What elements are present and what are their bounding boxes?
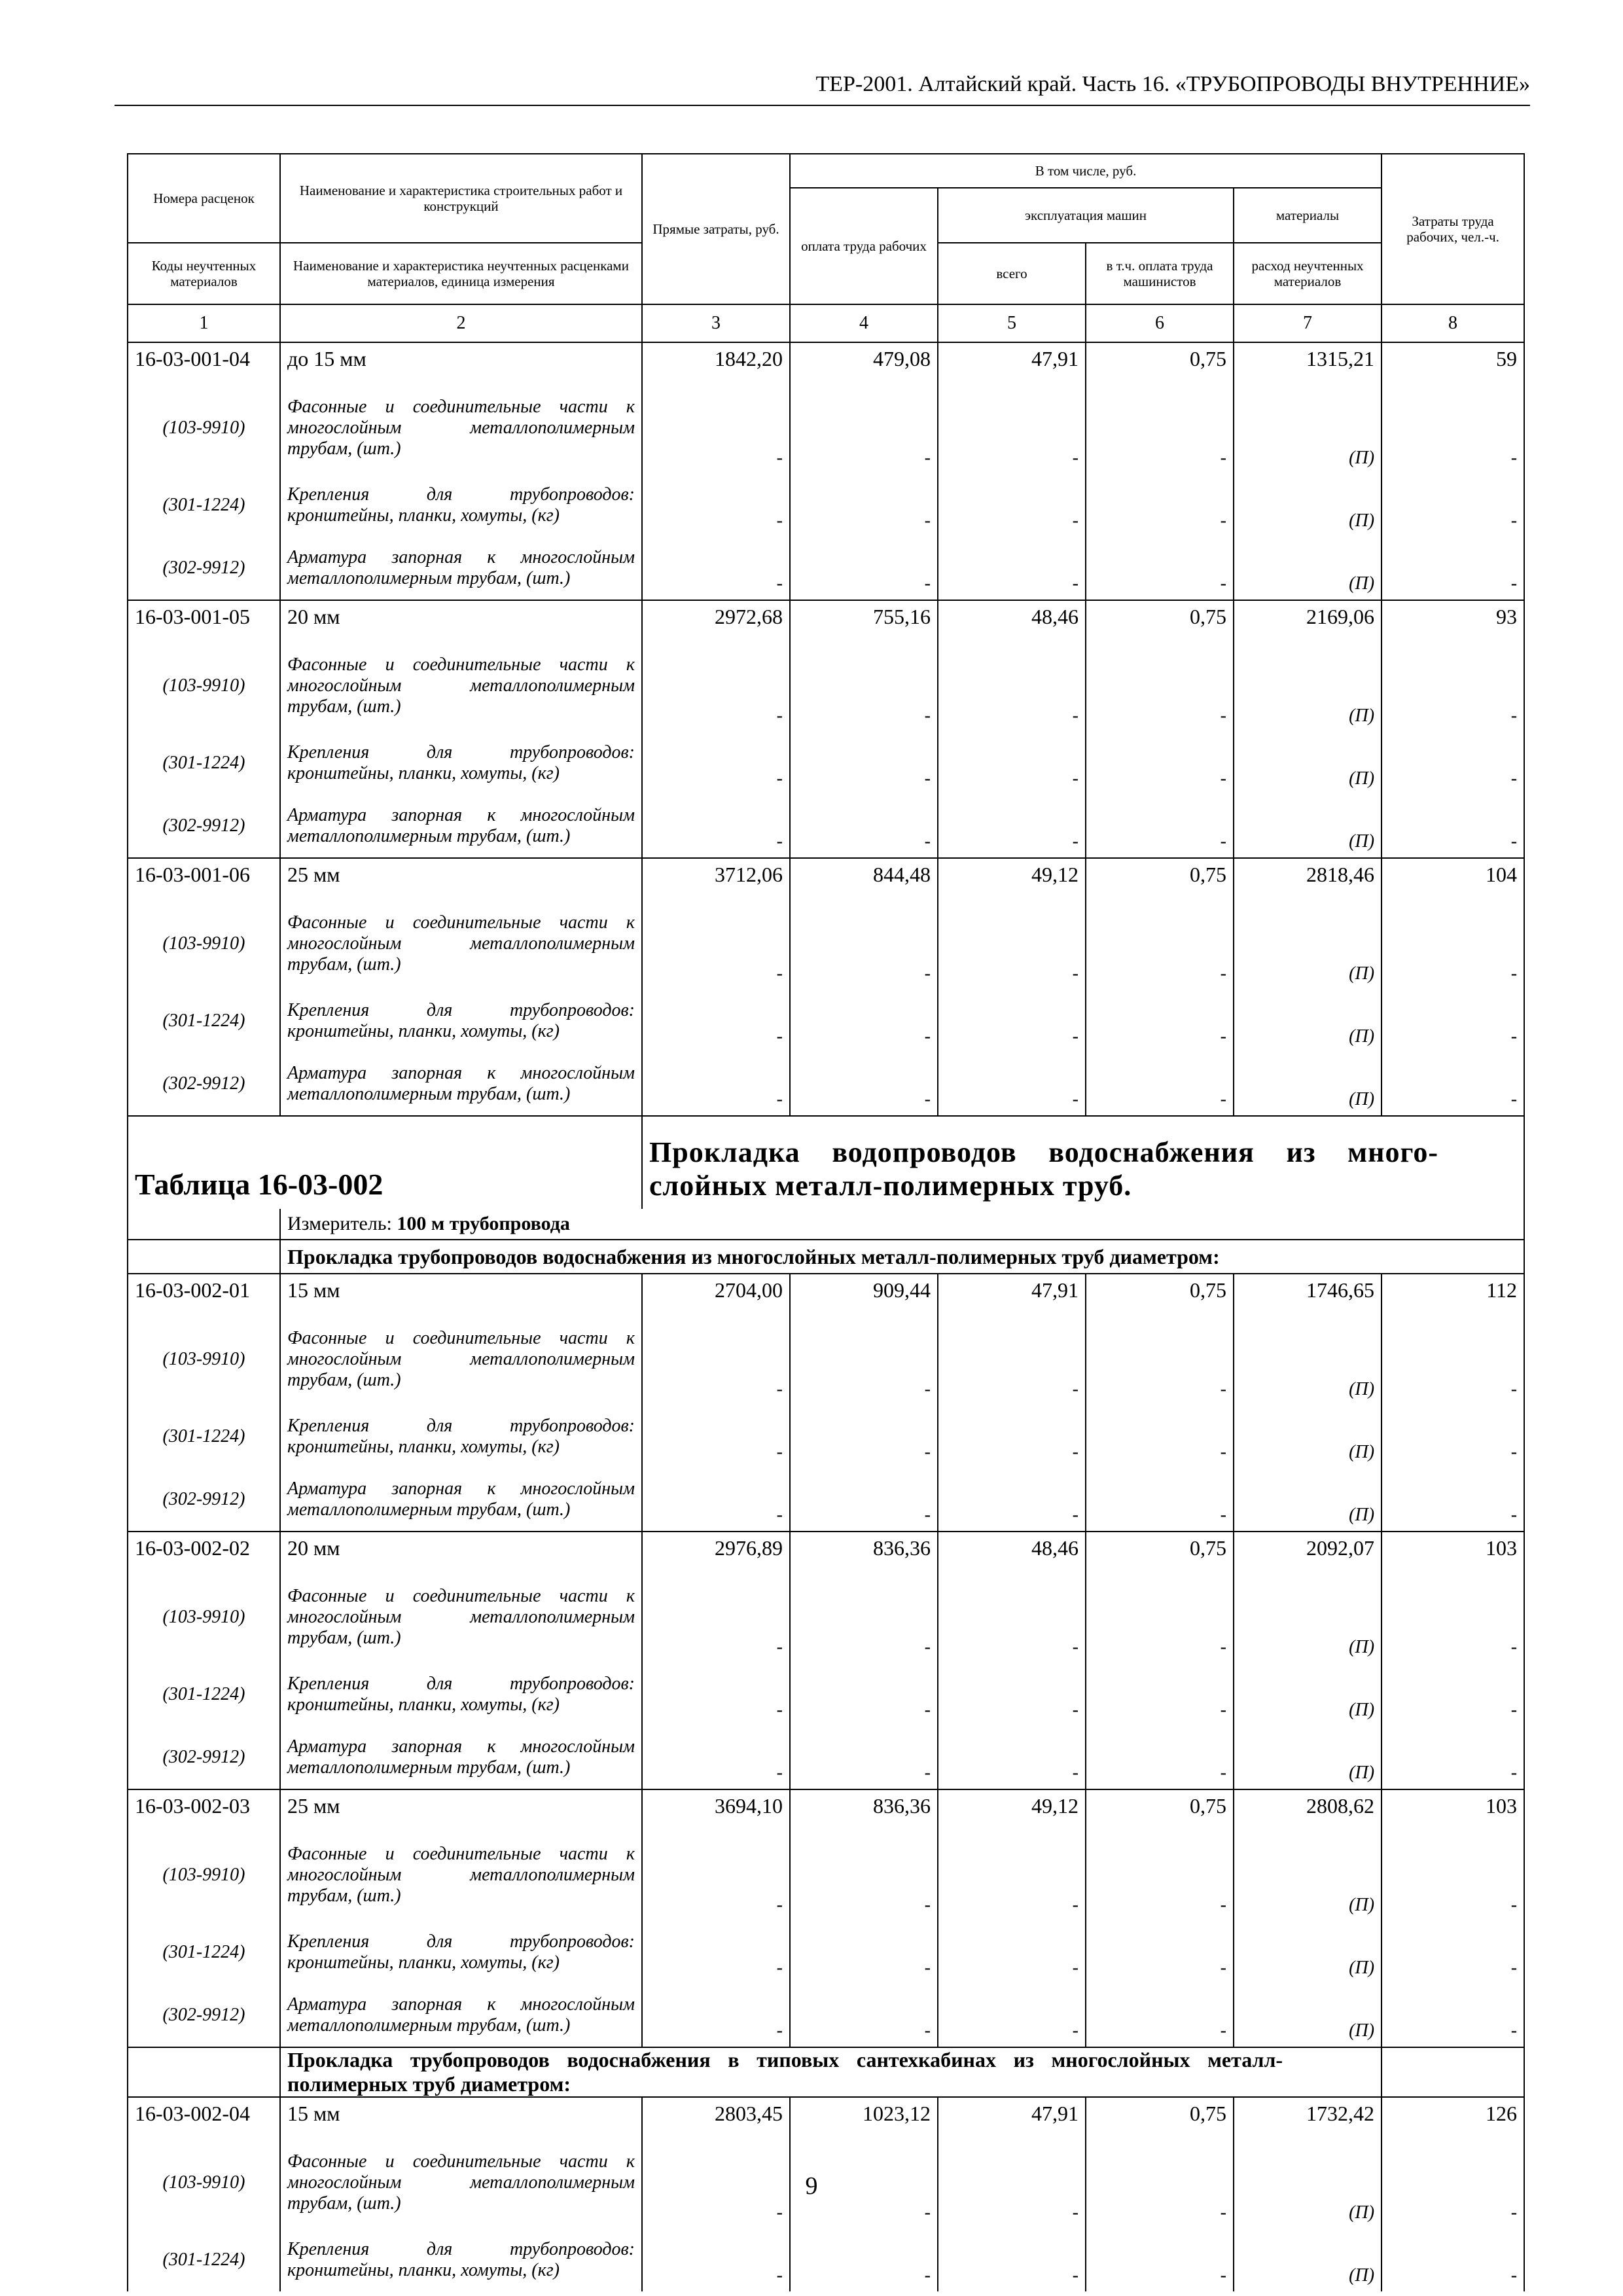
cell-dash: - bbox=[642, 795, 790, 858]
cell-dash: - bbox=[790, 537, 938, 600]
rate-machines-labor: 0,75 bbox=[1086, 342, 1234, 382]
material-code: (103-9910) bbox=[128, 2137, 280, 2229]
rate-code: 16-03-002-01 bbox=[128, 1274, 280, 1314]
rate-name: 15 мм bbox=[280, 2097, 642, 2137]
cell-material-mark: (П) bbox=[1234, 1984, 1382, 2047]
cell-dash: - bbox=[1382, 1052, 1524, 1116]
cell-dash: - bbox=[938, 1052, 1086, 1116]
material-row bbox=[128, 382, 1524, 474]
cell-dash: - bbox=[1382, 537, 1524, 600]
rate-code: 16-03-001-06 bbox=[128, 858, 280, 898]
rate-hours: 93 bbox=[1382, 600, 1524, 640]
head-materials-sub: расход неучтенных материалов bbox=[1234, 243, 1382, 304]
material-name: Крепления для трубопроводов: кронштейны, планки, хомуты, (кг) bbox=[280, 1921, 642, 1984]
rate-materials: 2092,07 bbox=[1234, 1532, 1382, 1571]
cell-dash: - bbox=[1086, 1663, 1234, 1726]
cell-dash: - bbox=[1382, 732, 1524, 795]
material-row bbox=[128, 1052, 1524, 1116]
rate-direct: 2972,68 bbox=[642, 600, 790, 640]
cell-dash: - bbox=[938, 382, 1086, 474]
cell-dash: - bbox=[938, 795, 1086, 858]
material-name: Крепления для трубопроводов: кронштейны, планки, хомуты, (кг) bbox=[280, 1405, 642, 1468]
material-name: Крепления для трубопроводов: кронштейны, планки, хомуты, (кг) bbox=[280, 990, 642, 1052]
cell-dash: - bbox=[790, 990, 938, 1052]
rate-code: 16-03-001-04 bbox=[128, 342, 280, 382]
head-machines: эксплуатация машин bbox=[938, 188, 1234, 243]
material-row bbox=[128, 1984, 1524, 2047]
cell-dash: - bbox=[1086, 795, 1234, 858]
cell-material-mark: (П) bbox=[1234, 990, 1382, 1052]
cell-material-mark: (П) bbox=[1234, 537, 1382, 600]
head-incl: В том числе, руб. bbox=[790, 154, 1382, 188]
cell-dash: - bbox=[1382, 2229, 1524, 2291]
rate-labor: 755,16 bbox=[790, 600, 938, 640]
section-heading: Прокладка трубопроводов водоснабжения в типовых сантехкабинах из многослойных металл-полимерных труб диаметром: bbox=[280, 2047, 1382, 2097]
material-row bbox=[128, 1468, 1524, 1532]
cell-dash: - bbox=[790, 1921, 938, 1984]
cell-dash: - bbox=[1382, 990, 1524, 1052]
rate-name: 15 мм bbox=[280, 1274, 642, 1314]
material-code: (302-9912) bbox=[128, 1052, 280, 1116]
cell-dash: - bbox=[938, 732, 1086, 795]
cell-dash: - bbox=[790, 1829, 938, 1921]
col-num: 3 bbox=[642, 304, 790, 342]
rate-machines-labor: 0,75 bbox=[1086, 600, 1234, 640]
cell-material-mark: (П) bbox=[1234, 1571, 1382, 1663]
rate-hours: 103 bbox=[1382, 1789, 1524, 1829]
material-code: (103-9910) bbox=[128, 640, 280, 732]
material-name: Фасонные и соединительные части к многослойным металлополимерным трубам, (шт.) bbox=[280, 640, 642, 732]
cell-dash: - bbox=[1086, 1726, 1234, 1789]
cell-dash: - bbox=[1086, 382, 1234, 474]
cell-dash: - bbox=[1086, 1405, 1234, 1468]
head-machines-all: всего bbox=[938, 243, 1086, 304]
cell-dash: - bbox=[938, 537, 1086, 600]
cell-material-mark: (П) bbox=[1234, 1405, 1382, 1468]
rate-materials: 2818,46 bbox=[1234, 858, 1382, 898]
cell-dash: - bbox=[938, 1921, 1086, 1984]
head-codes-sub: Коды неучтенных материалов bbox=[128, 243, 280, 304]
material-code: (103-9910) bbox=[128, 1571, 280, 1663]
cell-dash: - bbox=[1086, 1829, 1234, 1921]
material-row bbox=[128, 537, 1524, 600]
material-name: Фасонные и соединительные части к многослойным металлополимерным трубам, (шт.) bbox=[280, 1314, 642, 1405]
cell-dash: - bbox=[1382, 1571, 1524, 1663]
cell-dash: - bbox=[790, 1052, 938, 1116]
cell-dash: - bbox=[642, 898, 790, 990]
material-name: Арматура запорная к многослойным металлополимерным трубам, (шт.) bbox=[280, 795, 642, 858]
cell-dash: - bbox=[938, 1829, 1086, 1921]
cell-dash: - bbox=[1086, 2137, 1234, 2229]
rate-hours: 103 bbox=[1382, 1532, 1524, 1571]
material-row bbox=[128, 1726, 1524, 1789]
cell-dash: - bbox=[1382, 1984, 1524, 2047]
rate-machines: 47,91 bbox=[938, 2097, 1086, 2137]
cell-dash: - bbox=[938, 898, 1086, 990]
rate-machines-labor: 0,75 bbox=[1086, 2097, 1234, 2137]
rate-machines: 48,46 bbox=[938, 1532, 1086, 1571]
material-name: Арматура запорная к многослойным металлополимерным трубам, (шт.) bbox=[280, 1052, 642, 1116]
cell-material-mark: (П) bbox=[1234, 474, 1382, 537]
measure-label: Измеритель: bbox=[287, 1212, 397, 1234]
head-materials: материалы bbox=[1234, 188, 1382, 243]
section-heading-row bbox=[128, 1240, 1524, 1274]
cell-dash: - bbox=[1086, 1921, 1234, 1984]
material-name: Крепления для трубопроводов: кронштейны, планки, хомуты, (кг) bbox=[280, 732, 642, 795]
cell-dash: - bbox=[790, 1726, 938, 1789]
cell-dash: - bbox=[1086, 898, 1234, 990]
material-name: Арматура запорная к многослойным металлополимерным трубам, (шт.) bbox=[280, 537, 642, 600]
rate-machines-labor: 0,75 bbox=[1086, 1532, 1234, 1571]
head-labor: оплата труда рабочих bbox=[790, 188, 938, 304]
material-code: (302-9912) bbox=[128, 537, 280, 600]
material-code: (302-9912) bbox=[128, 795, 280, 858]
head-direct: Прямые затраты, руб. bbox=[642, 154, 790, 304]
rate-hours: 59 bbox=[1382, 342, 1524, 382]
cell-dash: - bbox=[790, 1405, 938, 1468]
col-num: 4 bbox=[790, 304, 938, 342]
cell-material-mark: (П) bbox=[1234, 2137, 1382, 2229]
cell-dash: - bbox=[938, 1571, 1086, 1663]
head-machines-labor: в т.ч. оплата труда машинистов bbox=[1086, 243, 1234, 304]
rate-code: 16-03-001-05 bbox=[128, 600, 280, 640]
material-code: (301-1224) bbox=[128, 990, 280, 1052]
cell-dash: - bbox=[642, 990, 790, 1052]
running-header: ТЕР-2001. Алтайский край. Часть 16. «ТРУБОПРОВОДЫ ВНУТРЕННИЕ» bbox=[815, 72, 1530, 96]
rate-labor: 1023,12 bbox=[790, 2097, 938, 2137]
col-num: 5 bbox=[938, 304, 1086, 342]
cell-dash: - bbox=[1382, 2137, 1524, 2229]
rate-machines-labor: 0,75 bbox=[1086, 1274, 1234, 1314]
col-num: 2 bbox=[280, 304, 642, 342]
material-code: (301-1224) bbox=[128, 2229, 280, 2291]
cell-material-mark: (П) bbox=[1234, 795, 1382, 858]
page-number: 9 bbox=[805, 2172, 818, 2200]
cell-dash: - bbox=[642, 732, 790, 795]
rate-machines: 49,12 bbox=[938, 858, 1086, 898]
cell-dash: - bbox=[1086, 537, 1234, 600]
rate-code: 16-03-002-03 bbox=[128, 1789, 280, 1829]
rate-name: 20 мм bbox=[280, 1532, 642, 1571]
material-name: Арматура запорная к многослойным металлополимерным трубам, (шт.) bbox=[280, 1984, 642, 2047]
section-heading: Прокладка трубопроводов водоснабжения из многослойных металл-полимерных труб диаметром: bbox=[280, 1240, 1524, 1274]
cell-dash: - bbox=[790, 795, 938, 858]
column-numbers bbox=[128, 304, 1524, 342]
head-labor-cost: Затраты труда рабочих, чел.-ч. bbox=[1382, 154, 1524, 304]
cell-dash: - bbox=[790, 1571, 938, 1663]
cell-dash: - bbox=[1382, 898, 1524, 990]
cell-dash: - bbox=[1382, 1468, 1524, 1532]
rate-name: 20 мм bbox=[280, 600, 642, 640]
cell-dash: - bbox=[790, 898, 938, 990]
cell-dash: - bbox=[1382, 1314, 1524, 1405]
material-row bbox=[128, 1663, 1524, 1726]
cell-dash: - bbox=[938, 1726, 1086, 1789]
rate-row bbox=[128, 858, 1524, 898]
rate-machines: 47,91 bbox=[938, 342, 1086, 382]
rate-direct: 1842,20 bbox=[642, 342, 790, 382]
material-row bbox=[128, 1571, 1524, 1663]
material-row bbox=[128, 1314, 1524, 1405]
cell-dash: - bbox=[1086, 1468, 1234, 1532]
material-name: Арматура запорная к многослойным металлополимерным трубам, (шт.) bbox=[280, 1468, 642, 1532]
cell-dash: - bbox=[1086, 1984, 1234, 2047]
col-num: 6 bbox=[1086, 304, 1234, 342]
cell-dash: - bbox=[1382, 795, 1524, 858]
col-num: 8 bbox=[1382, 304, 1524, 342]
col-num: 1 bbox=[128, 304, 280, 342]
rate-name: 25 мм bbox=[280, 858, 642, 898]
cell-dash: - bbox=[790, 640, 938, 732]
cell-dash: - bbox=[1382, 1405, 1524, 1468]
material-code: (301-1224) bbox=[128, 1921, 280, 1984]
cell-dash: - bbox=[1086, 732, 1234, 795]
rate-machines: 48,46 bbox=[938, 600, 1086, 640]
cell-dash: - bbox=[642, 1571, 790, 1663]
rate-row bbox=[128, 2097, 1524, 2137]
cell-material-mark: (П) bbox=[1234, 1663, 1382, 1726]
rate-direct: 2704,00 bbox=[642, 1274, 790, 1314]
material-name: Крепления для трубопроводов: кронштейны, планки, хомуты, (кг) bbox=[280, 1663, 642, 1726]
rate-hours: 126 bbox=[1382, 2097, 1524, 2137]
material-code: (301-1224) bbox=[128, 474, 280, 537]
material-name: Фасонные и соединительные части к многослойным металлополимерным трубам, (шт.) bbox=[280, 2137, 642, 2229]
rate-labor: 836,36 bbox=[790, 1789, 938, 1829]
material-code: (302-9912) bbox=[128, 1726, 280, 1789]
cell-dash: - bbox=[938, 474, 1086, 537]
cell-dash: - bbox=[642, 1052, 790, 1116]
material-code: (302-9912) bbox=[128, 1468, 280, 1532]
material-code: (103-9910) bbox=[128, 382, 280, 474]
cell-dash: - bbox=[642, 1829, 790, 1921]
cell-dash: - bbox=[790, 474, 938, 537]
cell-dash: - bbox=[938, 1663, 1086, 1726]
material-code: (103-9910) bbox=[128, 1829, 280, 1921]
rates-table bbox=[127, 153, 1524, 2291]
cell-dash: - bbox=[938, 640, 1086, 732]
rate-materials: 2169,06 bbox=[1234, 600, 1382, 640]
rate-name: 25 мм bbox=[280, 1789, 642, 1829]
table-title-block bbox=[128, 1116, 1524, 1209]
material-name: Крепления для трубопроводов: кронштейны, планки, хомуты, (кг) bbox=[280, 2229, 642, 2291]
rate-code: 16-03-002-02 bbox=[128, 1532, 280, 1571]
cell-dash: - bbox=[1086, 990, 1234, 1052]
cell-dash: - bbox=[938, 1314, 1086, 1405]
material-code: (302-9912) bbox=[128, 1984, 280, 2047]
rate-hours: 104 bbox=[1382, 858, 1524, 898]
material-row bbox=[128, 795, 1524, 858]
head-name-sub: Наименование и характеристика неучтенных расценками материалов, единица измерения bbox=[280, 243, 642, 304]
cell-dash: - bbox=[790, 2229, 938, 2291]
cell-dash: - bbox=[938, 2137, 1086, 2229]
cell-dash: - bbox=[1086, 1571, 1234, 1663]
rate-name: до 15 мм bbox=[280, 342, 642, 382]
cell-material-mark: (П) bbox=[1234, 1468, 1382, 1532]
head-name: Наименование и характеристика строительных работ и конструкций bbox=[280, 154, 642, 243]
rate-hours: 112 bbox=[1382, 1274, 1524, 1314]
rate-materials: 2808,62 bbox=[1234, 1789, 1382, 1829]
material-name: Фасонные и соединительные части к многослойным металлополимерным трубам, (шт.) bbox=[280, 382, 642, 474]
measure-row bbox=[128, 1209, 1524, 1240]
rate-machines: 49,12 bbox=[938, 1789, 1086, 1829]
cell-dash: - bbox=[1382, 382, 1524, 474]
cell-material-mark: (П) bbox=[1234, 382, 1382, 474]
table-title: Прокладка водопроводов водоснабжения из много-слойных металл-полимерных труб. bbox=[649, 1136, 1439, 1202]
rate-row bbox=[128, 342, 1524, 382]
cell-dash: - bbox=[642, 537, 790, 600]
material-code: (103-9910) bbox=[128, 1314, 280, 1405]
material-name: Крепления для трубопроводов: кронштейны, планки, хомуты, (кг) bbox=[280, 474, 642, 537]
rate-row bbox=[128, 1532, 1524, 1571]
rate-direct: 2976,89 bbox=[642, 1532, 790, 1571]
cell-dash: - bbox=[642, 474, 790, 537]
cell-dash: - bbox=[790, 1984, 938, 2047]
material-code: (301-1224) bbox=[128, 732, 280, 795]
head-codes: Номера расценок bbox=[128, 154, 280, 243]
material-row bbox=[128, 640, 1524, 732]
material-name: Фасонные и соединительные части к многослойным металлополимерным трубам, (шт.) bbox=[280, 1829, 642, 1921]
cell-dash: - bbox=[642, 1314, 790, 1405]
rate-materials: 1746,65 bbox=[1234, 1274, 1382, 1314]
cell-dash: - bbox=[938, 1468, 1086, 1532]
material-row bbox=[128, 1829, 1524, 1921]
cell-dash: - bbox=[642, 1984, 790, 2047]
cell-dash: - bbox=[1382, 1663, 1524, 1726]
rate-row bbox=[128, 1789, 1524, 1829]
rate-materials: 1732,42 bbox=[1234, 2097, 1382, 2137]
cell-material-mark: (П) bbox=[1234, 1052, 1382, 1116]
material-name: Фасонные и соединительные части к многослойным металлополимерным трубам, (шт.) bbox=[280, 898, 642, 990]
material-code: (301-1224) bbox=[128, 1405, 280, 1468]
cell-material-mark: (П) bbox=[1234, 1314, 1382, 1405]
table-label: Таблица 16-03-002 bbox=[135, 1168, 383, 1202]
cell-dash: - bbox=[790, 1468, 938, 1532]
cell-dash: - bbox=[790, 382, 938, 474]
rate-machines-labor: 0,75 bbox=[1086, 1789, 1234, 1829]
material-row bbox=[128, 474, 1524, 537]
cell-dash: - bbox=[790, 2137, 938, 2229]
cell-dash: - bbox=[790, 1663, 938, 1726]
rate-code: 16-03-002-04 bbox=[128, 2097, 280, 2137]
rate-direct: 2803,45 bbox=[642, 2097, 790, 2137]
cell-dash: - bbox=[642, 1468, 790, 1532]
cell-dash: - bbox=[1382, 1921, 1524, 1984]
cell-dash: - bbox=[1086, 640, 1234, 732]
cell-dash: - bbox=[642, 2229, 790, 2291]
rate-machines: 47,91 bbox=[938, 1274, 1086, 1314]
rate-labor: 844,48 bbox=[790, 858, 938, 898]
cell-dash: - bbox=[1382, 1829, 1524, 1921]
rate-labor: 479,08 bbox=[790, 342, 938, 382]
col-num: 7 bbox=[1234, 304, 1382, 342]
cell-dash: - bbox=[642, 1405, 790, 1468]
rate-labor: 909,44 bbox=[790, 1274, 938, 1314]
cell-dash: - bbox=[938, 1984, 1086, 2047]
material-name: Фасонные и соединительные части к многослойным металлополимерным трубам, (шт.) bbox=[280, 1571, 642, 1663]
cell-material-mark: (П) bbox=[1234, 640, 1382, 732]
cell-dash: - bbox=[642, 1663, 790, 1726]
material-row bbox=[128, 1405, 1524, 1468]
cell-material-mark: (П) bbox=[1234, 1726, 1382, 1789]
cell-dash: - bbox=[938, 2229, 1086, 2291]
section-heading-row bbox=[128, 2047, 1524, 2097]
cell-dash: - bbox=[1382, 474, 1524, 537]
cell-dash: - bbox=[1086, 2229, 1234, 2291]
rate-row bbox=[128, 600, 1524, 640]
material-row bbox=[128, 990, 1524, 1052]
material-row bbox=[128, 1921, 1524, 1984]
measure-value: 100 м трубопровода bbox=[397, 1212, 570, 1234]
material-code: (103-9910) bbox=[128, 898, 280, 990]
cell-dash: - bbox=[1382, 1726, 1524, 1789]
cell-dash: - bbox=[642, 382, 790, 474]
rate-machines-labor: 0,75 bbox=[1086, 858, 1234, 898]
cell-dash: - bbox=[1086, 1052, 1234, 1116]
cell-material-mark: (П) bbox=[1234, 1921, 1382, 1984]
cell-dash: - bbox=[1382, 640, 1524, 732]
cell-dash: - bbox=[642, 1921, 790, 1984]
cell-dash: - bbox=[642, 2137, 790, 2229]
material-row bbox=[128, 732, 1524, 795]
cell-material-mark: (П) bbox=[1234, 898, 1382, 990]
cell-material-mark: (П) bbox=[1234, 2229, 1382, 2291]
cell-dash: - bbox=[1086, 1314, 1234, 1405]
material-row bbox=[128, 2229, 1524, 2291]
rate-materials: 1315,21 bbox=[1234, 342, 1382, 382]
cell-material-mark: (П) bbox=[1234, 1829, 1382, 1921]
cell-dash: - bbox=[642, 640, 790, 732]
material-row bbox=[128, 898, 1524, 990]
rate-direct: 3694,10 bbox=[642, 1789, 790, 1829]
rate-direct: 3712,06 bbox=[642, 858, 790, 898]
cell-dash: - bbox=[1086, 474, 1234, 537]
material-name: Арматура запорная к многослойным металлополимерным трубам, (шт.) bbox=[280, 1726, 642, 1789]
rate-row bbox=[128, 1274, 1524, 1314]
cell-dash: - bbox=[790, 1314, 938, 1405]
cell-dash: - bbox=[938, 1405, 1086, 1468]
rate-labor: 836,36 bbox=[790, 1532, 938, 1571]
cell-dash: - bbox=[938, 990, 1086, 1052]
header-rule bbox=[115, 105, 1530, 106]
cell-material-mark: (П) bbox=[1234, 732, 1382, 795]
material-code: (301-1224) bbox=[128, 1663, 280, 1726]
cell-dash: - bbox=[790, 732, 938, 795]
cell-dash: - bbox=[642, 1726, 790, 1789]
